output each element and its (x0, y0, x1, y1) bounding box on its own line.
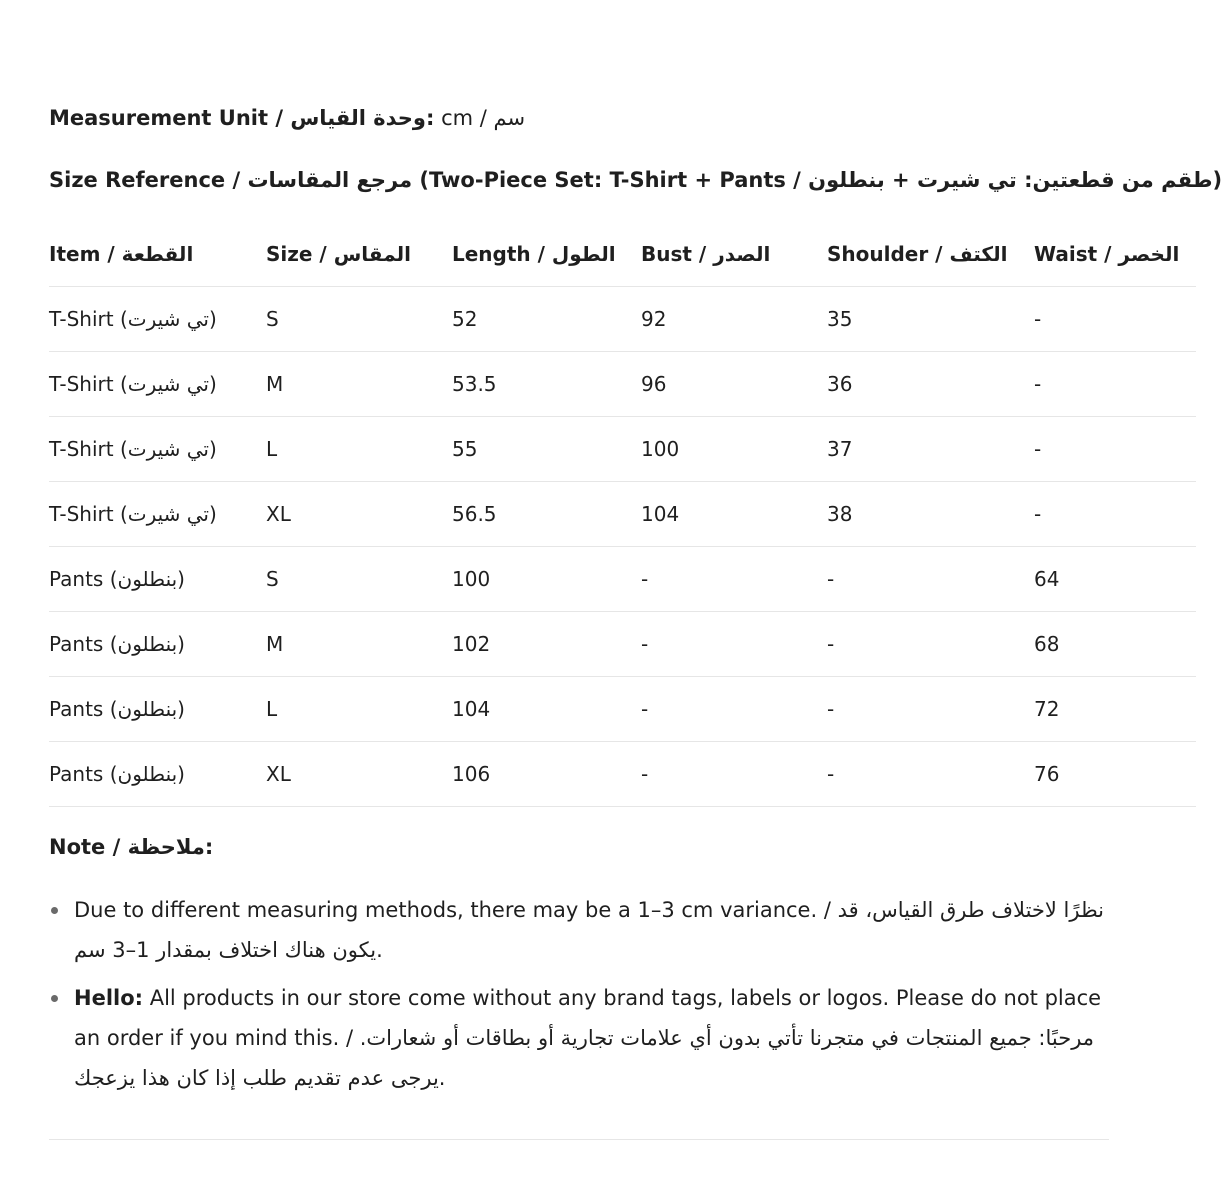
cell-waist: - (1034, 417, 1196, 482)
cell-bust: 96 (641, 352, 827, 417)
cell-waist: 76 (1034, 742, 1196, 807)
cell-waist: - (1034, 482, 1196, 547)
cell-bust: 100 (641, 417, 827, 482)
cell-bust: - (641, 547, 827, 612)
bottom-divider (49, 1139, 1109, 1140)
cell-item: Pants (بنطلون) (49, 742, 266, 807)
bullet-dot-icon (51, 907, 58, 914)
cell-size: L (266, 677, 452, 742)
cell-shoulder: 38 (827, 482, 1034, 547)
column-header-length: Length / الطول (452, 242, 616, 266)
column-header-shoulder: Shoulder / الكتف (827, 242, 1008, 266)
cell-size: S (266, 547, 452, 612)
table-row (49, 612, 1196, 677)
table-row (49, 677, 1196, 742)
cell-bust: - (641, 677, 827, 742)
cell-waist: - (1034, 287, 1196, 352)
column-header-size: Size / المقاس (266, 242, 411, 266)
table-row (49, 417, 1196, 482)
cell-length: 53.5 (452, 352, 641, 417)
cell-shoulder: 36 (827, 352, 1034, 417)
measurement-unit-value: cm / سم (434, 106, 526, 130)
table-row (49, 547, 1196, 612)
cell-bust: 104 (641, 482, 827, 547)
bullet-dot-icon (51, 995, 58, 1002)
table-row (49, 287, 1196, 352)
size-table (49, 222, 1196, 807)
table-row (49, 482, 1196, 547)
column-header-bust: Bust / الصدر (641, 242, 771, 266)
cell-shoulder: - (827, 742, 1034, 807)
measurement-unit-line (49, 104, 525, 132)
cell-bust: 92 (641, 287, 827, 352)
measurement-unit-label: Measurement Unit / وحدة القياس: (49, 106, 435, 130)
table-row (49, 742, 1196, 807)
cell-size: M (266, 612, 452, 677)
cell-waist: - (1034, 352, 1196, 417)
cell-shoulder: - (827, 677, 1034, 742)
cell-size: XL (266, 742, 452, 807)
note-item (49, 978, 1111, 1098)
note-heading: Note / ملاحظة: (49, 835, 214, 859)
cell-shoulder: - (827, 547, 1034, 612)
note-item (49, 890, 1111, 970)
cell-shoulder: 35 (827, 287, 1034, 352)
cell-waist: 72 (1034, 677, 1196, 742)
cell-item: Pants (بنطلون) (49, 547, 266, 612)
cell-item: T-Shirt (تي شيرت) (49, 352, 266, 417)
size-reference-heading: Size Reference / مرجع المقاسات (Two-Piece Set: T-Shirt + Pants / طقم من قطعتين: تي شيرت + بنطلون) (49, 168, 1222, 192)
cell-size: S (266, 287, 452, 352)
cell-bust: - (641, 612, 827, 677)
cell-item: T-Shirt (تي شيرت) (49, 417, 266, 482)
column-header-waist: Waist / الخصر (1034, 242, 1180, 266)
note-item-text: Due to different measuring methods, there may be a 1–3 cm variance. / نظرًا لاختلاف طرق القياس، قد يكون هناك اختلاف بمقدار 1–3 سم. (74, 898, 1105, 962)
note-list (49, 890, 1111, 1106)
cell-item: Pants (بنطلون) (49, 612, 266, 677)
cell-bust: - (641, 742, 827, 807)
note-item-text: All products in our store come without any brand tags, labels or logos. Please do not place an order if you mind this. / مرحبًا: جميع المنتجات في متجرنا تأتي بدون أي علامات تجارية أو بطاقات أو شعارات. يرجى عدم تقديم طلب إذا كان هذا يزعجك. (74, 986, 1102, 1090)
cell-length: 100 (452, 547, 641, 612)
column-header-item: Item / القطعة (49, 242, 194, 266)
cell-length: 55 (452, 417, 641, 482)
cell-shoulder: 37 (827, 417, 1034, 482)
cell-size: XL (266, 482, 452, 547)
note-item-bold: Hello: (74, 986, 144, 1010)
cell-waist: 68 (1034, 612, 1196, 677)
cell-item: Pants (بنطلون) (49, 677, 266, 742)
cell-length: 106 (452, 742, 641, 807)
cell-item: T-Shirt (تي شيرت) (49, 482, 266, 547)
table-row (49, 352, 1196, 417)
cell-size: L (266, 417, 452, 482)
table-header-row (49, 222, 1196, 287)
cell-length: 56.5 (452, 482, 641, 547)
cell-item: T-Shirt (تي شيرت) (49, 287, 266, 352)
cell-shoulder: - (827, 612, 1034, 677)
cell-size: M (266, 352, 452, 417)
cell-length: 52 (452, 287, 641, 352)
cell-length: 104 (452, 677, 641, 742)
cell-length: 102 (452, 612, 641, 677)
cell-waist: 64 (1034, 547, 1196, 612)
